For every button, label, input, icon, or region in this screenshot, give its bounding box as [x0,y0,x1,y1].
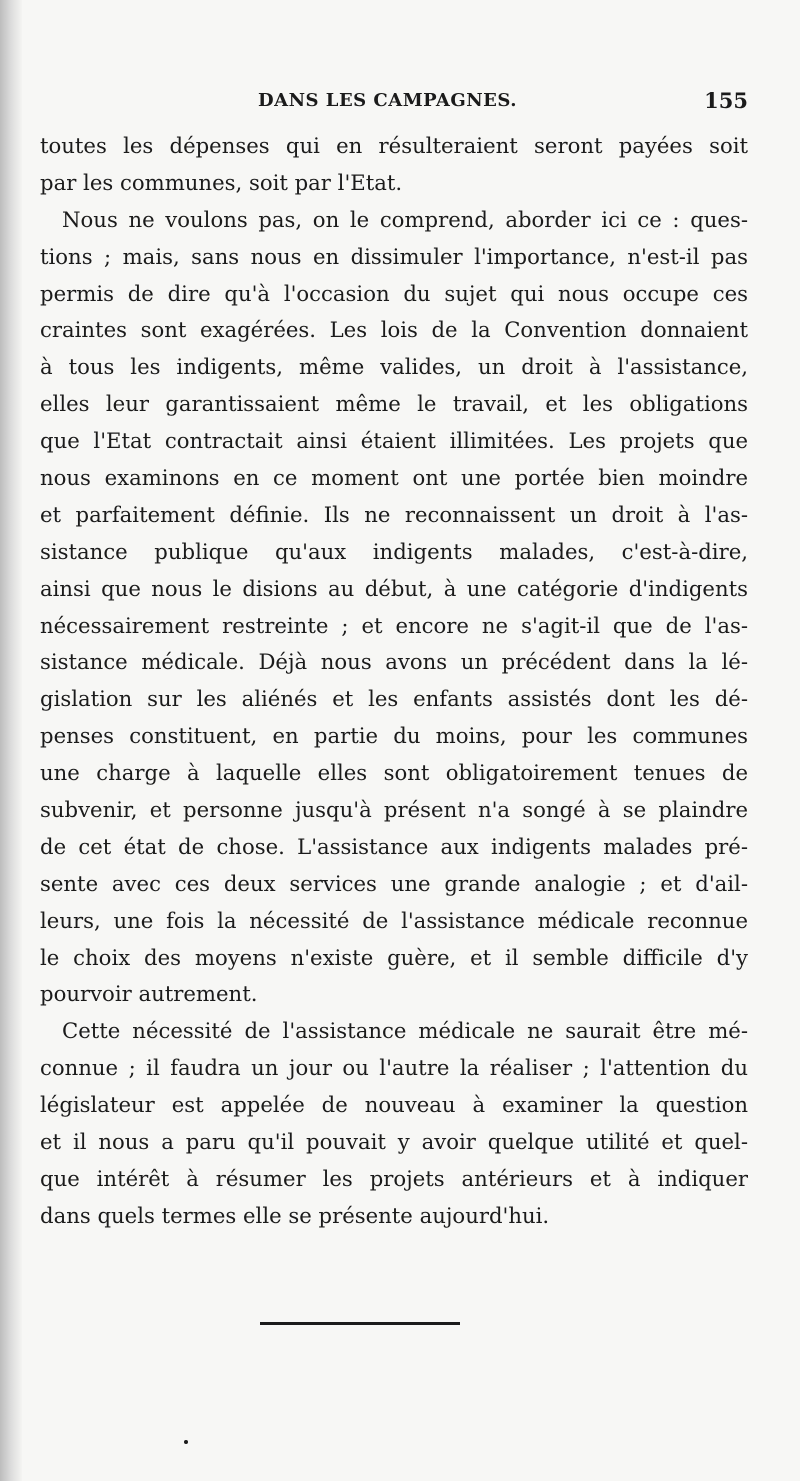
text-line: que intérêt à résumer les projets antérieurs et à indiquer [40,1165,748,1191]
text-line: à tous les indigents, même valides, un droit à l'assistance, [40,354,748,380]
text-line: gislation sur les aliénés et les enfants assistés dont les dé- [40,686,748,712]
text-line: Nous ne voulons pas, on le comprend, aborder ici ce : ques- [62,206,748,232]
section-separator-rule [260,1322,460,1325]
running-head: DANS LES CAMPAGNES. [258,90,518,111]
text-line: sistance publique qu'aux indigents malades, c'est-à-dire, [40,538,748,564]
page-header [40,86,748,118]
paragraph-1 [40,128,748,202]
text-line: toutes les dépenses qui en résulteraient seront payées soit [40,133,748,158]
text-line: sente avec ces deux services une grande analogie ; et d'ail- [40,870,748,896]
text-line: et il nous a paru qu'il pouvait y avoir quelque utilité et quel- [40,1129,748,1155]
text-line: nous examinons en ce moment ont une portée bien moindre [40,465,748,491]
text-line: par les communes, soit par l'Etat. [40,169,403,195]
text-line: permis de dire qu'à l'occasion du sujet qui nous occupe ces [40,280,748,306]
text-line: connue ; il faudra un jour ou l'autre la réaliser ; l'attention du [40,1055,748,1081]
text-line: penses constituent, en partie du moins, pour les communes [40,723,748,749]
text-line: nécessairement restreinte ; et encore ne s'agit-il que de l'as- [40,612,748,638]
text-line: une charge à laquelle elles sont obligatoirement tenues de [40,760,748,786]
text-line: dans quels termes elle se présente aujourd'hui. [40,1202,550,1228]
text-line: que l'Etat contractait ainsi étaient illimitées. Les projets que [40,428,748,454]
text-line: elles leur garantissaient même le travail, et les obligations [40,391,748,417]
text-line: de cet état de chose. L'assistance aux indigents malades pré- [40,833,748,859]
text-line: Cette nécessité de l'assistance médicale ne saurait être mé- [62,1018,748,1044]
text-line: le choix des moyens n'existe guère, et il semble difficile d'y [40,944,748,970]
paragraph-2 [40,202,748,1014]
ink-dot [184,1440,188,1444]
text-line: pourvoir autrement. [40,981,258,1007]
text-line: et parfaitement définie. Ils ne reconnaissent un droit à l'as- [40,501,748,527]
text-line: tions ; mais, sans nous en dissimuler l'importance, n'est-il pas [40,243,748,269]
page-gutter-shadow [0,0,22,1481]
page-body [40,128,748,1235]
text-line: ainsi que nous le disions au début, à une catégorie d'indigents [40,575,748,601]
text-line: craintes sont exagérées. Les lois de la Convention donnaient [40,317,748,343]
text-line: sistance médicale. Déjà nous avons un précédent dans la lé- [40,649,748,675]
text-line: subvenir, et personne jusqu'à présent n'a songé à se plaindre [40,797,748,823]
text-line: leurs, une fois la nécessité de l'assistance médicale reconnue [40,907,748,933]
paragraph-3 [40,1013,748,1234]
text-line: législateur est appelée de nouveau à examiner la question [40,1092,748,1118]
page-number: 155 [704,88,748,113]
